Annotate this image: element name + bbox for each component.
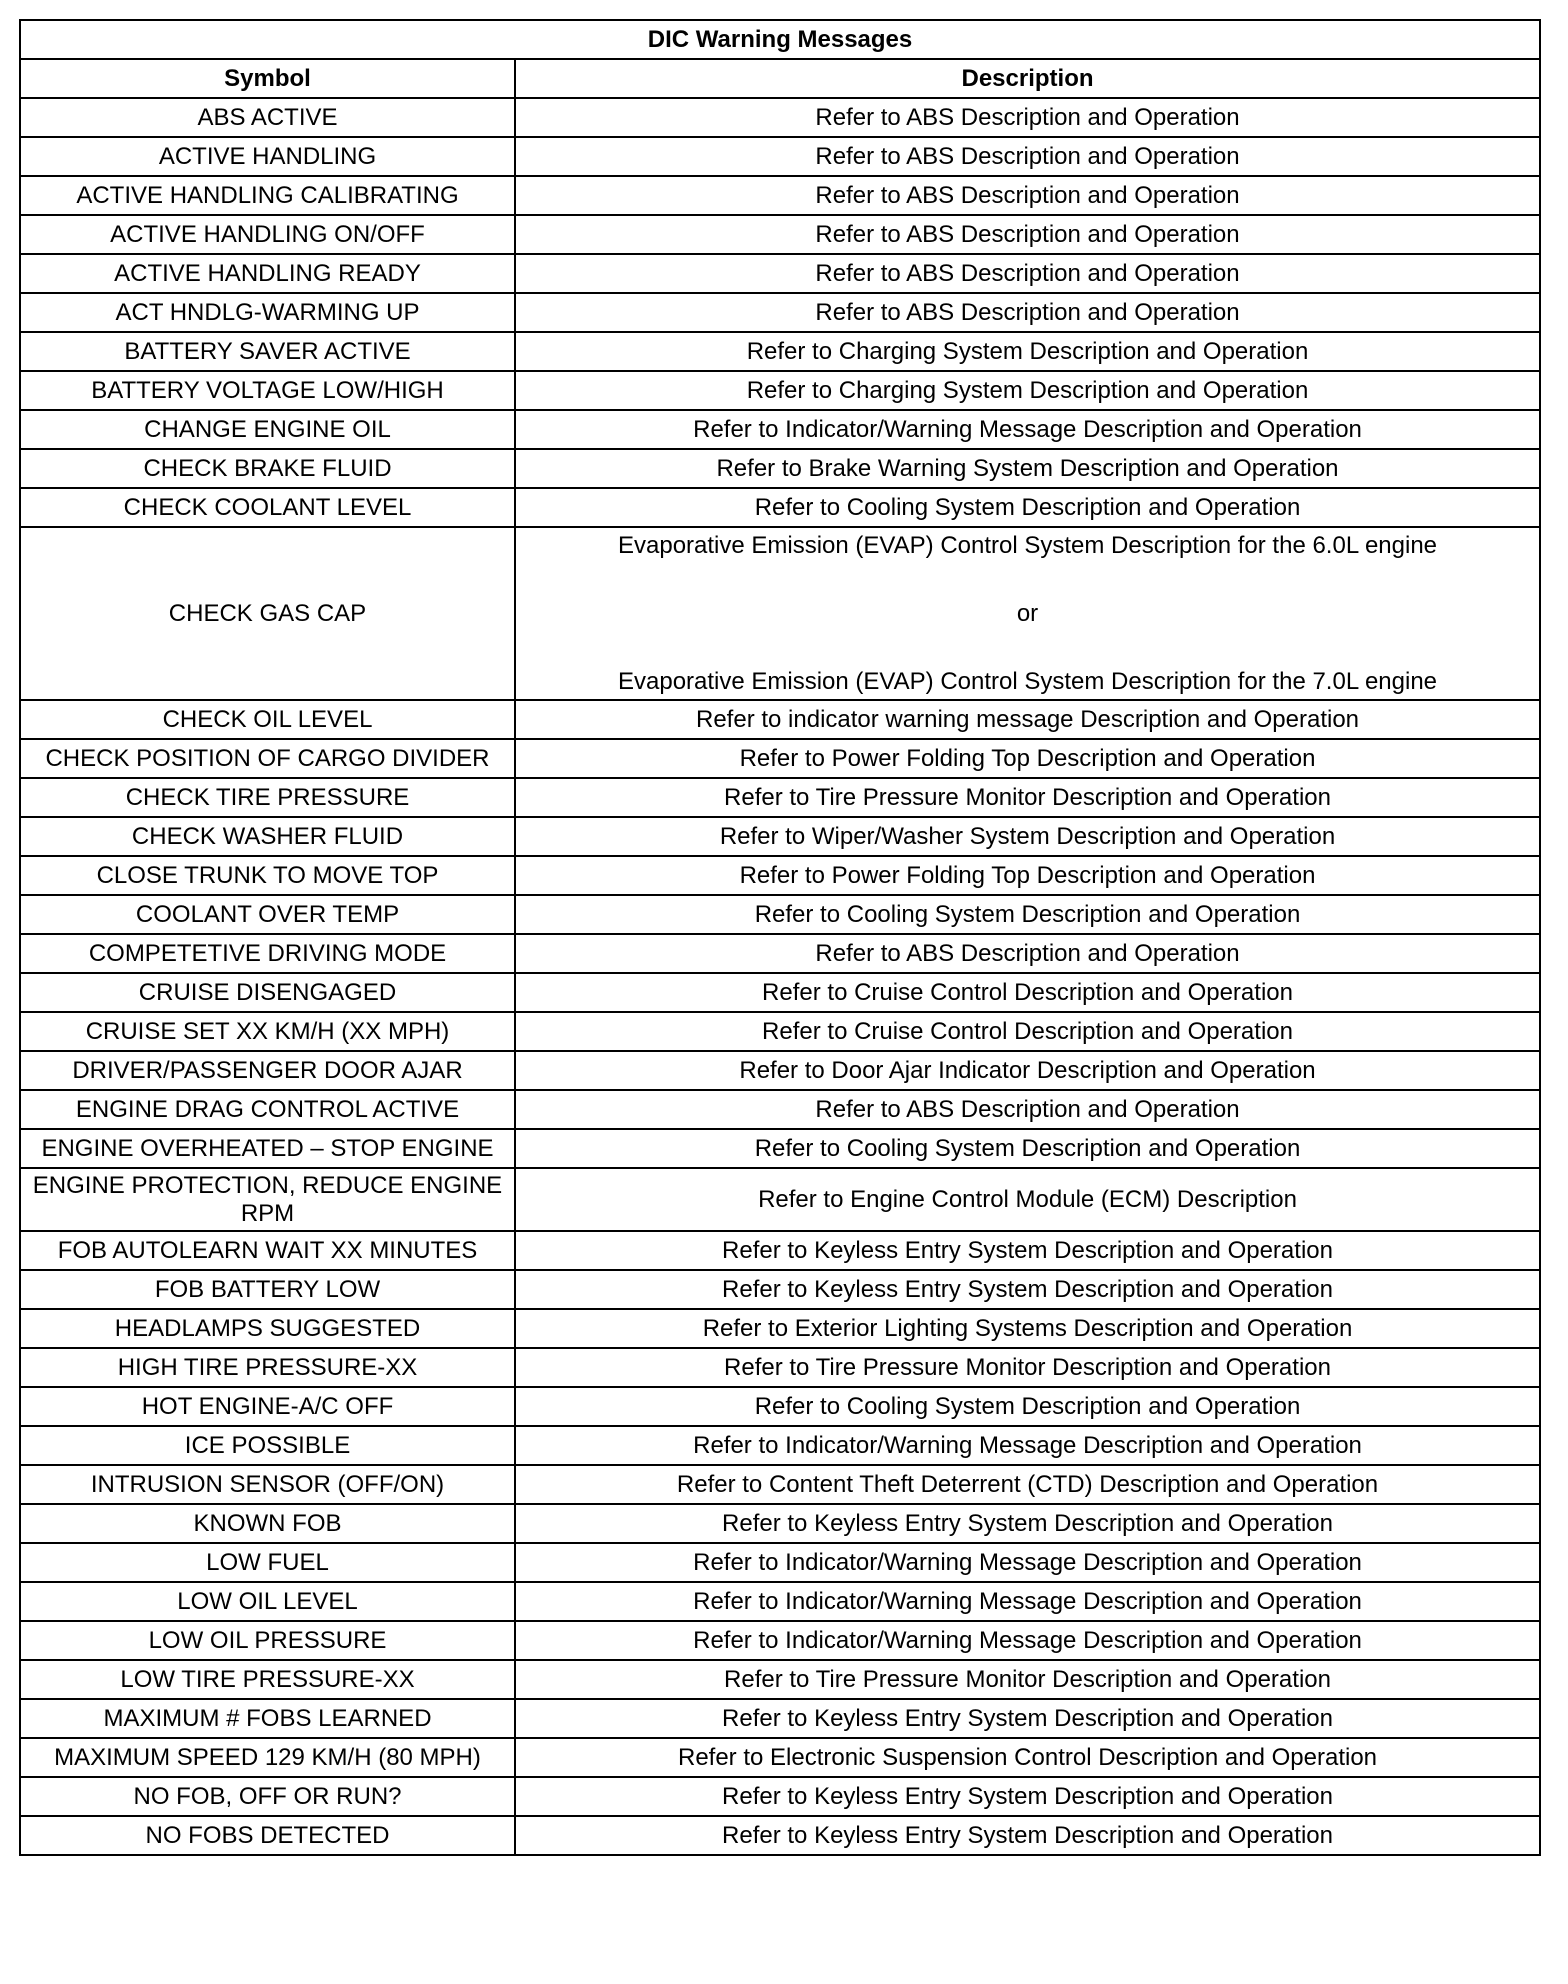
description-cell: Refer to Indicator/Warning Message Description and Operation: [515, 1426, 1540, 1465]
table-row: [20, 1660, 1540, 1699]
symbol-cell: COOLANT OVER TEMP: [20, 895, 515, 934]
description-cell: Refer to Content Theft Deterrent (CTD) Description and Operation: [515, 1465, 1540, 1504]
table-row: [20, 817, 1540, 856]
description-cell: Refer to ABS Description and Operation: [515, 176, 1540, 215]
description-cell: Refer to ABS Description and Operation: [515, 934, 1540, 973]
symbol-cell: BATTERY SAVER ACTIVE: [20, 332, 515, 371]
symbol-cell: ENGINE DRAG CONTROL ACTIVE: [20, 1090, 515, 1129]
description-cell: Refer to Electronic Suspension Control Description and Operation: [515, 1738, 1540, 1777]
description-cell: Refer to Keyless Entry System Description and Operation: [515, 1816, 1540, 1855]
table-title-row: [20, 20, 1540, 59]
description-line: Evaporative Emission (EVAP) Control System Description for the 6.0L engine: [617, 531, 1438, 559]
table-row: [20, 137, 1540, 176]
symbol-cell: HIGH TIRE PRESSURE-XX: [20, 1348, 515, 1387]
symbol-cell: ENGINE PROTECTION, REDUCE ENGINE RPM: [20, 1168, 515, 1231]
table-row: [20, 1090, 1540, 1129]
table-title: DIC Warning Messages: [20, 20, 1540, 59]
symbol-cell: CHECK COOLANT LEVEL: [20, 488, 515, 527]
description-cell: Refer to ABS Description and Operation: [515, 293, 1540, 332]
table-row: [20, 895, 1540, 934]
description-cell: Refer to Cooling System Description and Operation: [515, 1387, 1540, 1426]
table-row: [20, 1699, 1540, 1738]
symbol-cell: KNOWN FOB: [20, 1504, 515, 1543]
description-cell: [515, 527, 1540, 700]
description-cell: Refer to ABS Description and Operation: [515, 215, 1540, 254]
symbol-cell: CLOSE TRUNK TO MOVE TOP: [20, 856, 515, 895]
symbol-cell: CHECK WASHER FLUID: [20, 817, 515, 856]
table-header-row: [20, 59, 1540, 98]
description-cell: Refer to Power Folding Top Description and Operation: [515, 739, 1540, 778]
table-row: [20, 1231, 1540, 1270]
description-cell: Refer to Wiper/Washer System Description and Operation: [515, 817, 1540, 856]
symbol-cell: CHECK OIL LEVEL: [20, 700, 515, 739]
description-cell: Refer to Indicator/Warning Message Description and Operation: [515, 1621, 1540, 1660]
symbol-cell: HOT ENGINE-A/C OFF: [20, 1387, 515, 1426]
table-row: [20, 449, 1540, 488]
symbol-cell: CRUISE DISENGAGED: [20, 973, 515, 1012]
symbol-cell: COMPETETIVE DRIVING MODE: [20, 934, 515, 973]
table-row: [20, 1816, 1540, 1855]
symbol-cell: FOB BATTERY LOW: [20, 1270, 515, 1309]
table-row: [20, 98, 1540, 137]
table-row: [20, 215, 1540, 254]
symbol-cell: ACTIVE HANDLING CALIBRATING: [20, 176, 515, 215]
table-row: [20, 778, 1540, 817]
symbol-cell: FOB AUTOLEARN WAIT XX MINUTES: [20, 1231, 515, 1270]
symbol-cell: MAXIMUM # FOBS LEARNED: [20, 1699, 515, 1738]
table-row: [20, 1012, 1540, 1051]
description-cell: Refer to Cruise Control Description and Operation: [515, 1012, 1540, 1051]
symbol-cell: BATTERY VOLTAGE LOW/HIGH: [20, 371, 515, 410]
table-row: [20, 176, 1540, 215]
symbol-cell: ICE POSSIBLE: [20, 1426, 515, 1465]
table-row: [20, 254, 1540, 293]
description-cell: Refer to Brake Warning System Description and Operation: [515, 449, 1540, 488]
description-cell: Refer to indicator warning message Description and Operation: [515, 700, 1540, 739]
description-cell: Refer to Tire Pressure Monitor Description and Operation: [515, 778, 1540, 817]
description-cell: Refer to Engine Control Module (ECM) Description: [515, 1168, 1540, 1231]
description-line: Evaporative Emission (EVAP) Control System Description for the 7.0L engine: [617, 667, 1438, 695]
symbol-cell: INTRUSION SENSOR (OFF/ON): [20, 1465, 515, 1504]
description-cell: Refer to ABS Description and Operation: [515, 98, 1540, 137]
table-row: [20, 1348, 1540, 1387]
description-cell: Refer to Cooling System Description and Operation: [515, 488, 1540, 527]
description-cell: Refer to Cooling System Description and Operation: [515, 1129, 1540, 1168]
description-cell: Refer to ABS Description and Operation: [515, 137, 1540, 176]
description-cell: Refer to Power Folding Top Description and Operation: [515, 856, 1540, 895]
description-cell: Refer to Keyless Entry System Description and Operation: [515, 1699, 1540, 1738]
description-cell: Refer to Keyless Entry System Description and Operation: [515, 1231, 1540, 1270]
table-row: [20, 1504, 1540, 1543]
symbol-cell: ENGINE OVERHEATED – STOP ENGINE: [20, 1129, 515, 1168]
description-cell: Refer to Cooling System Description and Operation: [515, 895, 1540, 934]
table-row: [20, 1051, 1540, 1090]
table-row: [20, 1777, 1540, 1816]
table-row: [20, 1582, 1540, 1621]
table-row: [20, 1738, 1540, 1777]
table-body: [20, 98, 1540, 1855]
description-cell: Refer to ABS Description and Operation: [515, 1090, 1540, 1129]
symbol-cell: CHANGE ENGINE OIL: [20, 410, 515, 449]
symbol-cell: LOW OIL LEVEL: [20, 1582, 515, 1621]
description-cell: Refer to Indicator/Warning Message Description and Operation: [515, 1543, 1540, 1582]
table-row: [20, 1465, 1540, 1504]
table-row: [20, 1621, 1540, 1660]
symbol-cell: LOW OIL PRESSURE: [20, 1621, 515, 1660]
table-row: [20, 527, 1540, 700]
symbol-cell: CHECK BRAKE FLUID: [20, 449, 515, 488]
description-cell: Refer to Cruise Control Description and Operation: [515, 973, 1540, 1012]
description-cell: Refer to Indicator/Warning Message Description and Operation: [515, 1582, 1540, 1621]
symbol-cell: MAXIMUM SPEED 129 KM/H (80 MPH): [20, 1738, 515, 1777]
table-row: [20, 1129, 1540, 1168]
table-row: [20, 1168, 1540, 1231]
column-header-description: Description: [515, 59, 1540, 98]
symbol-cell: ACTIVE HANDLING: [20, 137, 515, 176]
symbol-cell: ACT HNDLG-WARMING UP: [20, 293, 515, 332]
description-cell: Refer to Keyless Entry System Description and Operation: [515, 1270, 1540, 1309]
table-row: [20, 332, 1540, 371]
table-row: [20, 371, 1540, 410]
description-cell: Refer to Keyless Entry System Description and Operation: [515, 1504, 1540, 1543]
symbol-cell: CRUISE SET XX KM/H (XX MPH): [20, 1012, 515, 1051]
symbol-cell: LOW FUEL: [20, 1543, 515, 1582]
table-row: [20, 1387, 1540, 1426]
description-cell: Refer to Exterior Lighting Systems Description and Operation: [515, 1309, 1540, 1348]
table-row: [20, 1426, 1540, 1465]
table-row: [20, 1543, 1540, 1582]
table-row: [20, 410, 1540, 449]
table-row: [20, 934, 1540, 973]
dic-warning-messages-table: [19, 19, 1541, 1856]
description-cell: Refer to Indicator/Warning Message Description and Operation: [515, 410, 1540, 449]
table-row: [20, 293, 1540, 332]
description-line: or: [1016, 599, 1039, 627]
symbol-cell: LOW TIRE PRESSURE-XX: [20, 1660, 515, 1699]
symbol-cell: DRIVER/PASSENGER DOOR AJAR: [20, 1051, 515, 1090]
description-cell: Refer to Keyless Entry System Description and Operation: [515, 1777, 1540, 1816]
description-cell: Refer to Charging System Description and Operation: [515, 371, 1540, 410]
symbol-cell: CHECK TIRE PRESSURE: [20, 778, 515, 817]
symbol-cell: ABS ACTIVE: [20, 98, 515, 137]
column-header-symbol: Symbol: [20, 59, 515, 98]
table-row: [20, 1309, 1540, 1348]
symbol-cell: NO FOB, OFF OR RUN?: [20, 1777, 515, 1816]
symbol-cell: CHECK POSITION OF CARGO DIVIDER: [20, 739, 515, 778]
description-cell: Refer to Tire Pressure Monitor Description and Operation: [515, 1660, 1540, 1699]
symbol-cell: ACTIVE HANDLING READY: [20, 254, 515, 293]
table-row: [20, 700, 1540, 739]
table-row: [20, 739, 1540, 778]
symbol-cell: CHECK GAS CAP: [20, 527, 515, 700]
table-row: [20, 973, 1540, 1012]
table-row: [20, 856, 1540, 895]
symbol-cell: NO FOBS DETECTED: [20, 1816, 515, 1855]
table-row: [20, 488, 1540, 527]
symbol-cell: ACTIVE HANDLING ON/OFF: [20, 215, 515, 254]
table-row: [20, 1270, 1540, 1309]
description-cell: Refer to ABS Description and Operation: [515, 254, 1540, 293]
description-cell: Refer to Tire Pressure Monitor Description and Operation: [515, 1348, 1540, 1387]
description-cell: Refer to Door Ajar Indicator Description and Operation: [515, 1051, 1540, 1090]
symbol-cell: HEADLAMPS SUGGESTED: [20, 1309, 515, 1348]
description-cell: Refer to Charging System Description and Operation: [515, 332, 1540, 371]
